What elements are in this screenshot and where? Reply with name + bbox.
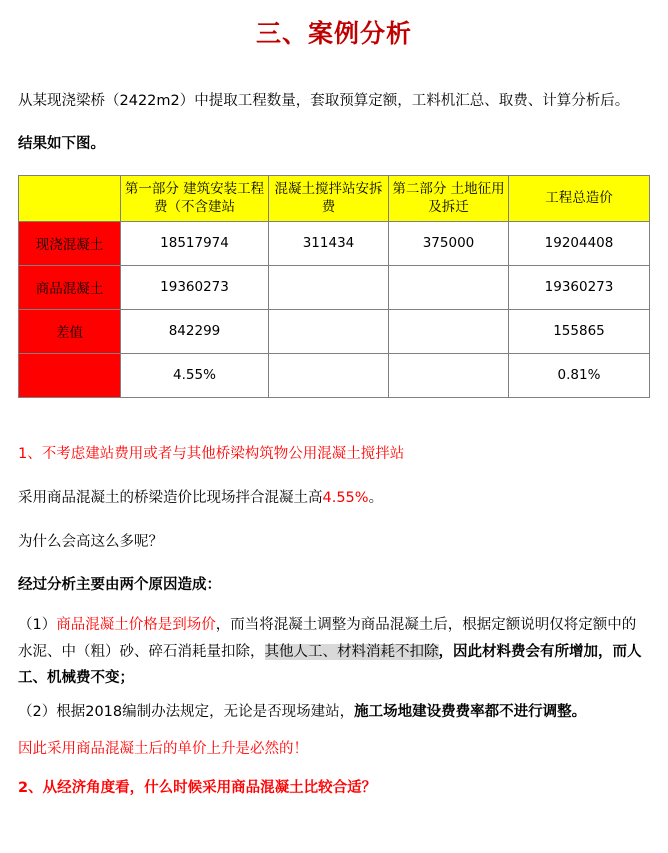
result-label: 结果如下图。 — [18, 135, 105, 152]
why-question: 为什么会高这么多呢？ — [18, 533, 163, 550]
answer-1-pre: 采用商品混凝土的桥梁造价比现场拌合混凝土高 — [18, 490, 323, 507]
analysis-heading: 经过分析主要由两个原因造成： — [18, 577, 221, 594]
cell-r2-c1: 842299 — [121, 309, 269, 353]
cost-comparison-table — [18, 175, 650, 397]
header-col-4: 工程总造价 — [509, 176, 650, 221]
cell-r2-c3 — [389, 309, 509, 353]
conclusion: 因此采用商品混凝土后的单价上升是必然的！ — [18, 740, 308, 757]
cell-r1-c4: 19360273 — [509, 265, 650, 309]
cell-r0-c4: 19204408 — [509, 221, 650, 265]
reason-1-text: ，而当将混凝土调整为商品混凝土后，根据定额说明仅将定额中的水泥、中（粗）砂、碎石消耗量扣除， — [18, 617, 637, 660]
header-col-3: 第二部分 土地征用及拆迁 — [389, 176, 509, 221]
cell-r2-c4: 155865 — [509, 309, 650, 353]
header-corner-cell — [19, 176, 121, 221]
table-row — [19, 309, 650, 353]
reason-1-highlight: 其他人工、材料消耗不扣除 — [264, 643, 439, 660]
answer-1-post: 。 — [368, 490, 384, 507]
header-col-2: 混凝土搅拌站安拆费 — [269, 176, 389, 221]
reason-1-tail: ，因此材料费会有所增加，而人工、机械费不变； — [18, 643, 642, 686]
reason-2 — [18, 699, 650, 725]
table-row — [19, 221, 650, 265]
question-1: 1、不考虑建站费用或者与其他桥梁构筑物公用混凝土搅拌站 — [18, 445, 405, 462]
question-2: 2、从经济角度看，什么时候采用商品混凝土比较合适？ — [18, 780, 377, 797]
reason-2-emph: 施工场地建设费费率都不进行调整。 — [354, 703, 587, 720]
cell-r3-c4: 0.81% — [509, 353, 650, 397]
cell-r1-c2 — [269, 265, 389, 309]
cell-r3-c1: 4.55% — [121, 353, 269, 397]
cell-r0-c1: 18517974 — [121, 221, 269, 265]
row-label-difference: 差值 — [19, 309, 121, 353]
reason-1-emph: 商品混凝土价格是到场价 — [56, 617, 216, 634]
header-col-1: 第一部分 建筑安装工程费（不含建站 — [121, 176, 269, 221]
reason-2-text: （2）根据2018编制办法规定，无论是否现场建站， — [18, 703, 355, 720]
page-title: 三、案例分析 — [255, 19, 412, 48]
answer-1-highlight: 4.55% — [322, 490, 369, 507]
table-row — [19, 265, 650, 309]
row-label-ready-mix: 商品混凝土 — [19, 265, 121, 309]
cell-r2-c2 — [269, 309, 389, 353]
intro-paragraph: 从某现浇梁桥（2422m2）中提取工程数量，套取预算定额，工料机汇总、取费、计算分析后。 — [18, 92, 630, 109]
cell-r3-c2 — [269, 353, 389, 397]
row-label-percentage — [19, 353, 121, 397]
cell-r0-c3: 375000 — [389, 221, 509, 265]
cell-r1-c1: 19360273 — [121, 265, 269, 309]
answer-1 — [18, 486, 650, 511]
cell-r0-c2: 311434 — [269, 221, 389, 265]
cell-r1-c3 — [389, 265, 509, 309]
table-header-row — [19, 176, 650, 221]
reason-1 — [18, 612, 650, 690]
reason-1-index: （1） — [18, 617, 57, 634]
row-label-cast-in-situ: 现浇混凝土 — [19, 221, 121, 265]
table-row — [19, 353, 650, 397]
cell-r3-c3 — [389, 353, 509, 397]
